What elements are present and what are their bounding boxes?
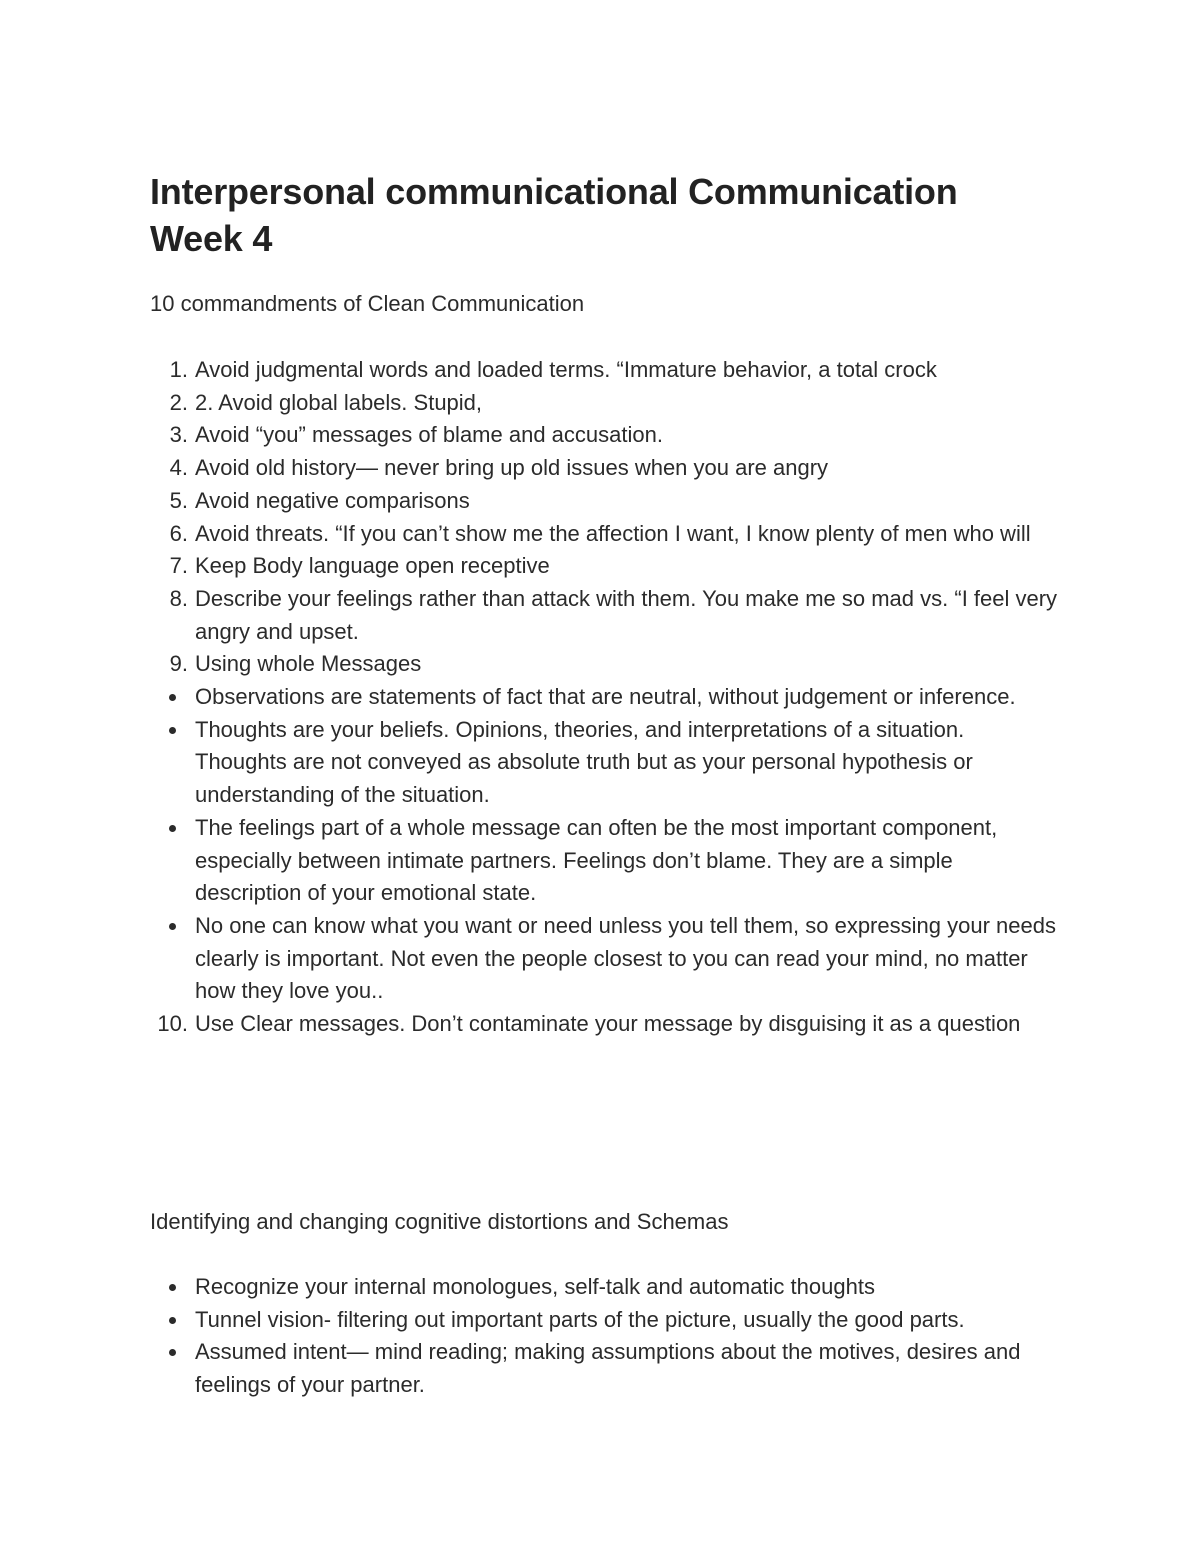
list-item-text: Tunnel vision- filtering out important parts of the picture, usually the good parts. (195, 1306, 965, 1332)
list-item (150, 714, 1060, 812)
list-number: 1. (169, 357, 188, 382)
list-number: 6. (169, 520, 188, 546)
list-item-text: Assumed intent— mind reading; making assumptions about the motives, desires and feelings of your partner. (195, 1339, 1021, 1398)
list-item-text: 2. Avoid global labels. Stupid, (195, 389, 483, 415)
list-item-text: Using whole Messages (195, 651, 422, 677)
bullet-icon (169, 825, 176, 832)
list-item (150, 485, 1060, 518)
bullet-icon (169, 694, 176, 701)
commandments-list (150, 354, 1060, 1041)
list-number: 3. (169, 422, 188, 448)
list-item-text: Use Clear messages. Don’t contaminate your message by disguising it as a question (195, 1011, 1021, 1037)
bullet-icon (169, 1284, 176, 1291)
bullet-icon (169, 923, 176, 930)
list-number: 5. (169, 487, 188, 513)
list-item-text: Describe your feelings rather than attack with them. You make me so mad vs. “I feel very angry and upset. (195, 585, 1058, 644)
list-item-text: Avoid old history— never bring up old issues when you are angry (195, 455, 829, 481)
list-number: 4. (169, 455, 188, 481)
bullet-icon (169, 727, 176, 734)
section-heading-commandments: 10 commandments of Clean Communication (150, 291, 585, 316)
list-item-text: Avoid judgmental words and loaded terms. “Immature behavior, a total crock (195, 357, 937, 382)
title-line-2: Week 4 (150, 218, 273, 259)
list-item-text: Avoid “you” messages of blame and accusation. (195, 422, 663, 448)
list-item-text: Avoid threats. “If you can’t show me the affection I want, I know plenty of men who will (195, 520, 1031, 546)
list-item-text: The feelings part of a whole message can often be the most important component, especially between intimate partners. Feelings don’t blame. They are a simple description of your emotional state. (195, 814, 998, 906)
title-line-1: Interpersonal communicational Communication (150, 171, 958, 212)
list-item (150, 354, 1060, 387)
document-page (150, 168, 1060, 1398)
bullet-icon (169, 1317, 176, 1324)
list-number: 8. (169, 585, 188, 611)
list-item (150, 583, 1060, 648)
list-item (150, 812, 1060, 910)
distortions-list (150, 1271, 1060, 1402)
list-item (150, 1008, 1060, 1041)
list-item-text: Recognize your internal monologues, self-talk and automatic thoughts (195, 1274, 875, 1299)
list-item (150, 452, 1060, 485)
list-item (150, 910, 1060, 1008)
list-item-text: No one can know what you want or need unless you tell them, so expressing your needs clearly is important. Not even the people closest to you can read your mind, no matter how they love you.. (195, 912, 1056, 1004)
list-item (150, 648, 1060, 681)
list-item (150, 550, 1060, 583)
list-number: 7. (169, 553, 188, 579)
list-item-text: Thoughts are your beliefs. Opinions, theories, and interpretations of a situation. Thoughts are not conveyed as absolute truth but as your personal hypothesis or understanding of the situation. (195, 716, 973, 808)
document-title (150, 168, 1060, 262)
list-number: 10. (157, 1011, 188, 1037)
list-item (150, 518, 1060, 551)
list-number: 2. (169, 389, 188, 415)
list-item (150, 387, 1060, 420)
list-number: 9. (169, 651, 188, 677)
list-item (150, 419, 1060, 452)
list-item (150, 1304, 1060, 1337)
section-heading-distortions: Identifying and changing cognitive distortions and Schemas (150, 1209, 729, 1234)
list-item-text: Keep Body language open receptive (195, 553, 550, 579)
list-item-text: Observations are statements of fact that are neutral, without judgement or inference. (195, 684, 1016, 710)
list-item-text: Avoid negative comparisons (195, 487, 470, 513)
list-item (150, 681, 1060, 714)
list-item (150, 1271, 1060, 1304)
list-item (150, 1336, 1060, 1401)
bullet-icon (169, 1349, 176, 1356)
